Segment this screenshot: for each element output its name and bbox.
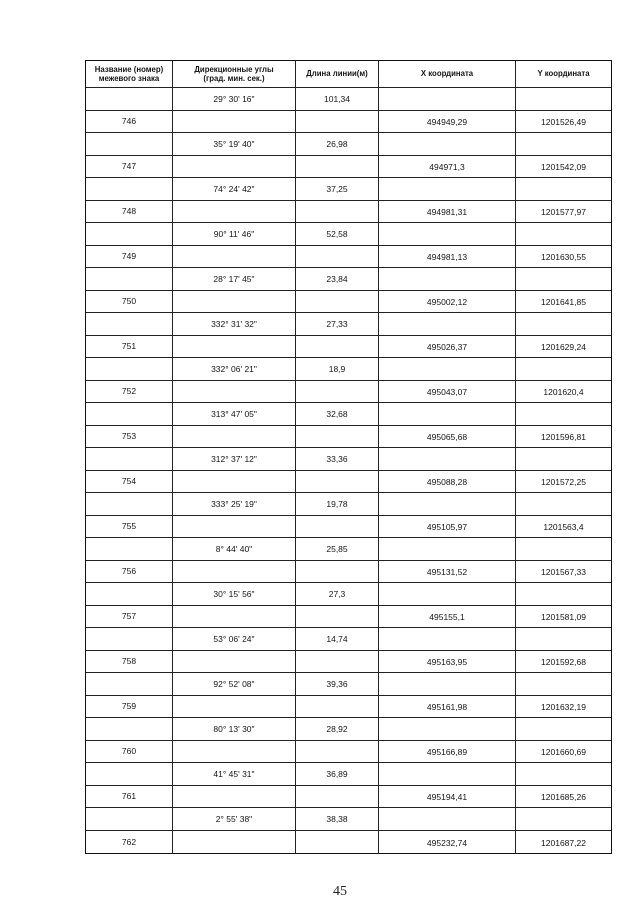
page-number: 45 — [333, 884, 347, 899]
header-line-length — [296, 61, 379, 88]
boundary-point-name-cell — [86, 313, 173, 336]
line-length-cell: 32,68 — [296, 403, 379, 426]
line-length-cell: 23,84 — [296, 268, 379, 291]
boundary-point-name-cell — [86, 538, 173, 561]
boundary-point-name-cell: 756 — [86, 561, 173, 584]
x-coordinate-cell: 495002,12 — [379, 291, 516, 314]
direction-angle-cell — [173, 381, 296, 404]
y-coordinate-cell: 1201630,55 — [516, 246, 611, 269]
boundary-point-name-cell: 755 — [86, 516, 173, 539]
coordinates-table — [85, 60, 612, 854]
direction-angle-cell: 53° 06' 24" — [173, 628, 296, 651]
y-coordinate-cell — [516, 223, 611, 246]
direction-angle-cell: 313° 47' 05" — [173, 403, 296, 426]
header-direction-angle — [173, 61, 296, 88]
y-coordinate-cell — [516, 808, 611, 831]
x-coordinate-cell: 495194,41 — [379, 786, 516, 809]
direction-angle-cell: 35° 19' 40" — [173, 133, 296, 156]
direction-angle-cell: 90° 11' 46" — [173, 223, 296, 246]
direction-angle-cell: 2° 55' 38" — [173, 808, 296, 831]
direction-angle-cell — [173, 336, 296, 359]
x-coordinate-cell — [379, 808, 516, 831]
boundary-point-name-cell — [86, 223, 173, 246]
direction-angle-cell: 332° 06' 21" — [173, 358, 296, 381]
header-point-name-line2: межевого знака — [98, 74, 160, 83]
boundary-point-name-cell — [86, 133, 173, 156]
line-length-cell: 27,3 — [296, 583, 379, 606]
y-coordinate-cell — [516, 88, 611, 111]
direction-angle-cell — [173, 651, 296, 674]
boundary-point-name-cell — [86, 763, 173, 786]
direction-angle-cell — [173, 696, 296, 719]
boundary-point-name-cell: 752 — [86, 381, 173, 404]
x-coordinate-cell — [379, 313, 516, 336]
direction-angle-cell — [173, 561, 296, 584]
header-x-coordinate-label: X координата — [420, 69, 474, 79]
x-coordinate-cell — [379, 628, 516, 651]
y-coordinate-cell: 1201620,4 — [516, 381, 611, 404]
line-length-cell: 39,36 — [296, 673, 379, 696]
line-length-cell — [296, 831, 379, 854]
y-coordinate-cell — [516, 358, 611, 381]
line-length-cell: 37,25 — [296, 178, 379, 201]
x-coordinate-cell — [379, 493, 516, 516]
header-line-length-label: Длина линии(м) — [306, 69, 368, 79]
y-coordinate-cell: 1201632,19 — [516, 696, 611, 719]
line-length-cell: 25,85 — [296, 538, 379, 561]
boundary-point-name-cell: 762 — [86, 831, 173, 854]
line-length-cell — [296, 606, 379, 629]
boundary-point-name-cell: 747 — [86, 156, 173, 179]
line-length-cell: 33,36 — [296, 448, 379, 471]
x-coordinate-cell — [379, 403, 516, 426]
x-coordinate-cell — [379, 763, 516, 786]
y-coordinate-cell: 1201687,22 — [541, 837, 586, 848]
direction-angle-cell — [173, 516, 296, 539]
x-coordinate-cell — [379, 448, 516, 471]
x-coordinate-cell: 495043,07 — [379, 381, 516, 404]
x-coordinate-cell: 495131,52 — [379, 561, 516, 584]
line-length-cell — [296, 246, 379, 269]
line-length-cell — [296, 741, 379, 764]
direction-angle-cell — [173, 471, 296, 494]
x-coordinate-cell: 495105,97 — [379, 516, 516, 539]
line-length-cell — [296, 516, 379, 539]
line-length-cell — [296, 381, 379, 404]
direction-angle-cell: 333° 25' 19" — [173, 493, 296, 516]
y-coordinate-cell: 1201567,33 — [516, 561, 611, 584]
direction-angle-cell: 312° 37' 12" — [173, 448, 296, 471]
boundary-point-name-cell — [86, 403, 173, 426]
boundary-point-name-cell: 751 — [86, 336, 173, 359]
y-coordinate-cell — [516, 583, 611, 606]
direction-angle-cell — [173, 426, 296, 449]
boundary-point-name-cell — [86, 493, 173, 516]
boundary-point-name-cell: 757 — [86, 606, 173, 629]
direction-angle-cell — [173, 111, 296, 134]
boundary-point-name-cell: 761 — [86, 786, 173, 809]
direction-angle-cell: 8° 44' 40" — [173, 538, 296, 561]
y-coordinate-cell — [516, 493, 611, 516]
y-coordinate-cell: 1201629,24 — [516, 336, 611, 359]
line-length-cell — [296, 561, 379, 584]
line-length-cell: 101,34 — [296, 88, 379, 111]
direction-angle-cell: 41° 45' 31" — [173, 763, 296, 786]
y-coordinate-cell: 1201596,81 — [516, 426, 611, 449]
direction-angle-cell: 28° 17' 45" — [173, 268, 296, 291]
x-coordinate-cell: 494981,31 — [379, 201, 516, 224]
x-coordinate-cell: 494981,13 — [379, 246, 516, 269]
x-coordinate-cell: 494971,3 — [379, 156, 516, 179]
boundary-point-name-cell: 746 — [86, 111, 173, 134]
line-length-cell — [296, 156, 379, 179]
line-length-cell: 14,74 — [296, 628, 379, 651]
x-coordinate-cell: 495166,89 — [379, 741, 516, 764]
direction-angle-cell: 80° 13' 30" — [173, 718, 296, 741]
boundary-point-name-cell — [86, 88, 173, 111]
y-coordinate-cell: 1201577,97 — [516, 201, 611, 224]
header-point-name-line1: Название (номер) — [94, 64, 164, 74]
line-length-cell — [296, 696, 379, 719]
x-coordinate-cell — [379, 718, 516, 741]
line-length-cell: 18,9 — [296, 358, 379, 381]
direction-angle-cell: 29° 30' 16" — [173, 88, 296, 111]
y-coordinate-cell: 1201542,09 — [516, 156, 611, 179]
y-coordinate-cell — [516, 628, 611, 651]
header-x-coordinate — [379, 61, 516, 88]
line-length-cell — [296, 426, 379, 449]
y-coordinate-cell: 1201526,49 — [516, 111, 611, 134]
direction-angle-cell — [173, 786, 296, 809]
y-coordinate-cell — [516, 178, 611, 201]
boundary-point-name-cell — [86, 808, 173, 831]
x-coordinate-cell: 495026,37 — [379, 336, 516, 359]
boundary-point-name-cell — [86, 673, 173, 696]
y-coordinate-cell — [516, 133, 611, 156]
direction-angle-cell: 332° 31' 32" — [173, 313, 296, 336]
line-length-cell: 38,38 — [296, 808, 379, 831]
boundary-point-name-cell: 753 — [86, 426, 173, 449]
boundary-point-name-cell — [86, 718, 173, 741]
header-point-name — [86, 61, 173, 88]
boundary-point-name-cell — [86, 448, 173, 471]
line-length-cell — [296, 786, 379, 809]
direction-angle-cell: 30° 15' 56" — [173, 583, 296, 606]
direction-angle-cell: 74° 24' 42" — [173, 178, 296, 201]
x-coordinate-cell: 495161,98 — [379, 696, 516, 719]
line-length-cell: 27,33 — [296, 313, 379, 336]
header-y-coordinate — [516, 61, 611, 88]
boundary-point-name-cell — [86, 583, 173, 606]
line-length-cell: 36,89 — [296, 763, 379, 786]
boundary-point-name-cell: 758 — [86, 651, 173, 674]
y-coordinate-cell — [516, 268, 611, 291]
x-coordinate-cell — [379, 223, 516, 246]
y-coordinate-cell — [516, 448, 611, 471]
y-coordinate-cell — [516, 763, 611, 786]
direction-angle-cell — [173, 831, 296, 854]
line-length-cell: 52,58 — [296, 223, 379, 246]
x-coordinate-cell — [379, 268, 516, 291]
line-length-cell — [296, 651, 379, 674]
line-length-cell — [296, 201, 379, 224]
direction-angle-cell — [173, 291, 296, 314]
x-coordinate-cell — [379, 358, 516, 381]
boundary-point-name-cell: 759 — [86, 696, 173, 719]
direction-angle-cell: 92° 52' 08" — [173, 673, 296, 696]
line-length-cell — [296, 471, 379, 494]
x-coordinate-cell — [379, 673, 516, 696]
x-coordinate-cell: 495155,1 — [379, 606, 516, 629]
boundary-point-name-cell — [86, 358, 173, 381]
x-coordinate-cell — [379, 538, 516, 561]
y-coordinate-cell — [516, 313, 611, 336]
direction-angle-cell — [173, 246, 296, 269]
x-coordinate-cell: 495088,28 — [379, 471, 516, 494]
x-coordinate-cell: 495232,74 — [379, 831, 516, 854]
x-coordinate-cell — [379, 133, 516, 156]
y-coordinate-cell: 1201563,4 — [516, 516, 611, 539]
boundary-point-name-cell — [86, 268, 173, 291]
line-length-cell — [296, 111, 379, 134]
x-coordinate-cell — [379, 88, 516, 111]
line-length-cell: 28,92 — [296, 718, 379, 741]
boundary-point-name-cell: 750 — [86, 291, 173, 314]
boundary-point-name-cell — [86, 628, 173, 651]
x-coordinate-cell — [379, 583, 516, 606]
line-length-cell — [296, 291, 379, 314]
x-coordinate-cell: 494949,29 — [379, 111, 516, 134]
y-coordinate-cell — [516, 403, 611, 426]
header-y-coordinate-label: Y координата — [537, 69, 590, 79]
x-coordinate-cell: 495163,95 — [379, 651, 516, 674]
direction-angle-cell — [173, 741, 296, 764]
y-coordinate-cell — [516, 538, 611, 561]
line-length-cell: 19,78 — [296, 493, 379, 516]
line-length-cell — [296, 336, 379, 359]
y-coordinate-cell: 1201660,69 — [516, 741, 611, 764]
direction-angle-cell — [173, 156, 296, 179]
y-coordinate-cell: 1201581,09 — [516, 606, 611, 629]
boundary-point-name-cell: 749 — [86, 246, 173, 269]
y-coordinate-cell — [516, 718, 611, 741]
boundary-point-name-cell: 760 — [86, 741, 173, 764]
header-direction-angle-line2: (град. мин. сек.) — [203, 74, 265, 83]
boundary-point-name-cell: 748 — [86, 201, 173, 224]
header-direction-angle-line1: Дирекционные углы — [194, 64, 274, 74]
y-coordinate-cell: 1201592,68 — [516, 651, 611, 674]
y-coordinate-cell: 1201685,26 — [516, 786, 611, 809]
x-coordinate-cell: 495065,68 — [379, 426, 516, 449]
boundary-point-name-cell — [86, 178, 173, 201]
direction-angle-cell — [173, 606, 296, 629]
y-coordinate-cell: 1201572,25 — [516, 471, 611, 494]
y-coordinate-cell: 1201641,85 — [516, 291, 611, 314]
direction-angle-cell — [173, 201, 296, 224]
x-coordinate-cell — [379, 178, 516, 201]
line-length-cell: 26,98 — [296, 133, 379, 156]
y-coordinate-cell — [516, 673, 611, 696]
boundary-point-name-cell: 754 — [86, 471, 173, 494]
